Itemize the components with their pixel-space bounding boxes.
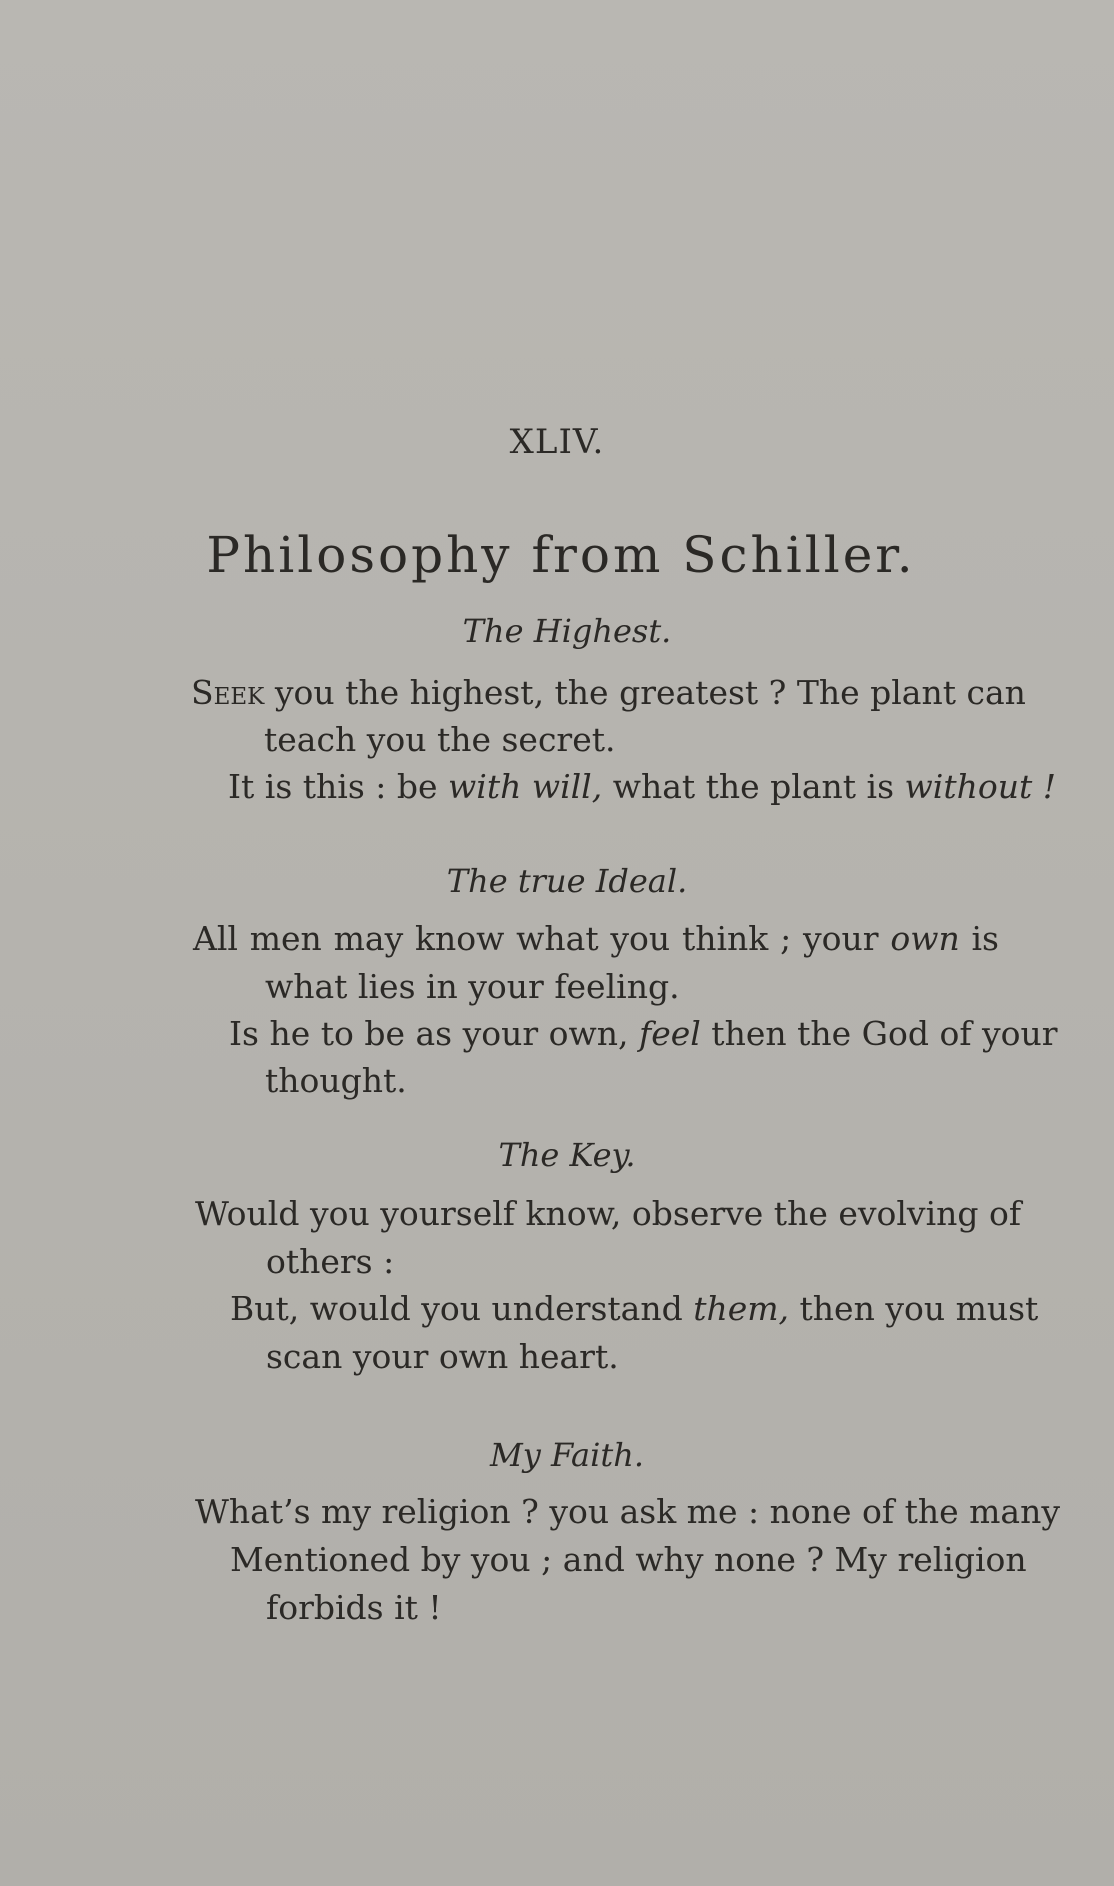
poem-line: others : [266,1242,395,1281]
poem-title-the-key: The Key. [498,1136,636,1174]
poem-title-the-highest: The Highest. [462,612,672,650]
poem-line-emphasis: feel [638,1014,701,1053]
poem-line-emphasis: them, [693,1289,790,1328]
poem-line: what lies in your feeling. [265,967,680,1006]
poem-line-text: then the God of your [700,1014,1058,1053]
poem-line [193,919,999,958]
poem-line-text: then you must [789,1289,1039,1328]
poem-line [228,767,1056,806]
poem-line: What’s my religion ? you ask me : none of the many [195,1492,1060,1531]
poem-line-text: It is this : be [228,767,449,806]
poem-line: scan your own heart. [266,1337,619,1376]
chapter-number: XLIV. [509,422,605,462]
poem-line-text: Is he to be as your own, [229,1014,639,1053]
poem-line-text: But, would you understand [230,1289,694,1328]
poem-line: teach you the secret. [264,720,616,759]
poem-line-text: All men may know what you think ; your [193,919,891,958]
poem-line-emphasis: own [890,919,960,958]
poem-line-text: what the plant is [602,767,905,806]
poem-line: Would you yourself know, observe the evolving of [195,1194,1022,1233]
poem-title-the-true-ideal: The true Ideal. [446,862,688,900]
page-title: Philosophy from Schiller. [206,526,916,584]
poem-line: forbids it ! [266,1588,442,1627]
poem-line [191,673,1026,712]
poem-line: Mentioned by you ; and why none ? My religion [230,1540,1027,1579]
poem-line-lead: Seek [191,673,265,712]
poem-line: thought. [265,1061,407,1100]
poem-title-my-faith: My Faith. [490,1436,644,1474]
poem-line-text: is [959,919,999,958]
poem-line-emphasis: with will, [448,767,603,806]
poem-line-text: you the highest, the greatest ? The plant can [264,673,1026,712]
poem-line [230,1289,1039,1328]
poem-line-emphasis: without ! [904,767,1056,806]
poem-line [229,1014,1058,1053]
